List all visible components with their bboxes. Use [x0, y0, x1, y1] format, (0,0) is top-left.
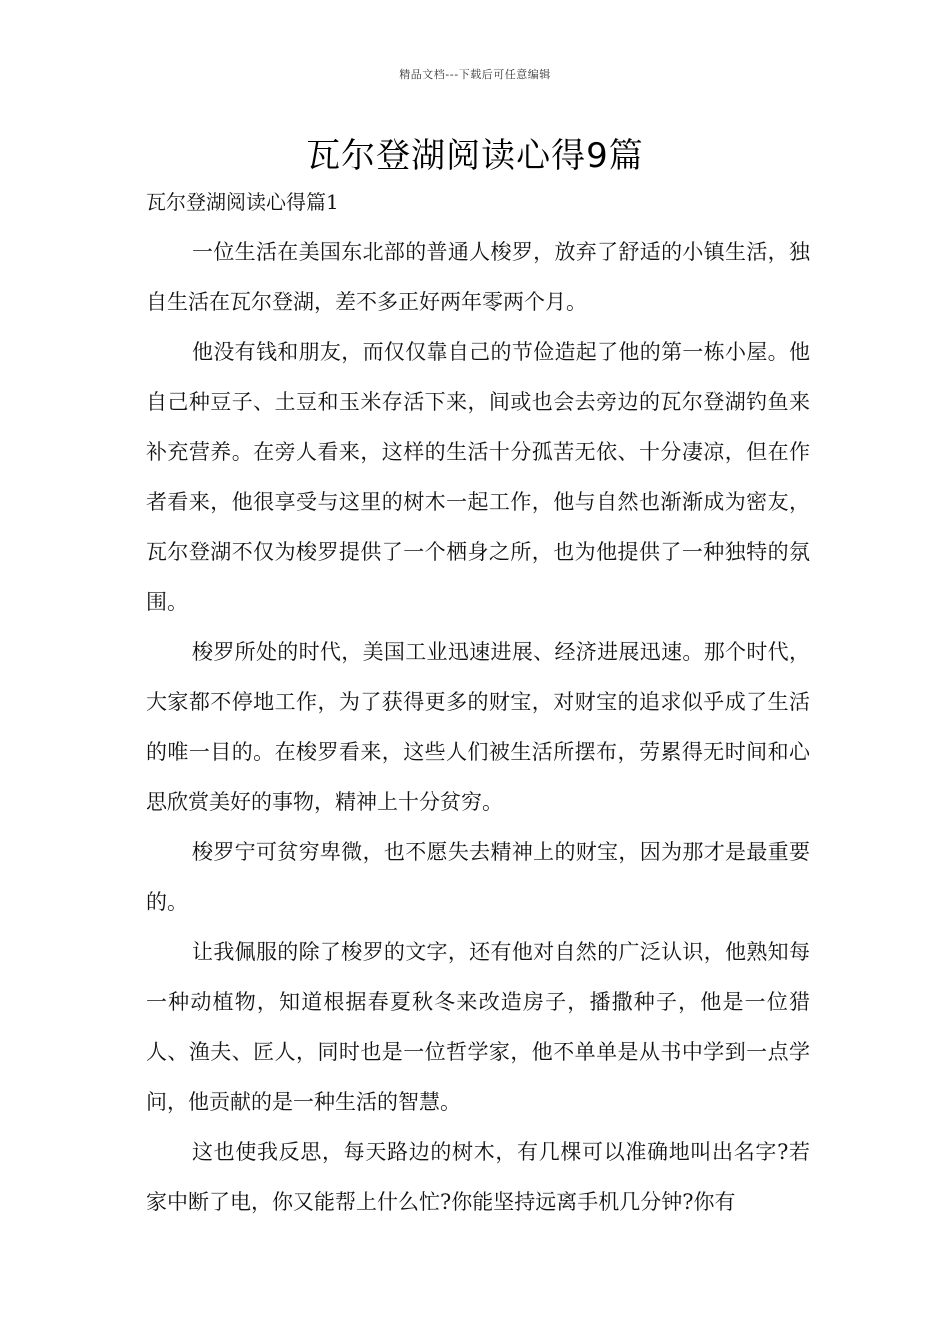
section-heading: 瓦尔登湖阅读心得篇1: [146, 190, 339, 214]
paragraph: 梭罗所处的时代，美国工业迅速进展、经济进展迅速。那个时代，大家都不停地工作，为了获得更多的财宝，对财宝的追求似乎成了生活的唯一目的。在梭罗看来，这些人们被生活所摆布，劳累得无时间和心思欣赏美好的事物，精神上十分贫穷。: [146, 640, 810, 814]
paragraph: 这也使我反思，每天路边的树木，有几棵可以准确地叫出名字?若家中断了电，你又能帮上什么忙?你能坚持远离手机几分钟?你有: [146, 1140, 810, 1214]
paragraph: 一位生活在美国东北部的普通人梭罗，放弃了舒适的小镇生活，独自生活在瓦尔登湖，差不多正好两年零两个月。: [146, 240, 810, 314]
paragraph: 梭罗宁可贫穷卑微，也不愿失去精神上的财宝，因为那才是最重要的。: [146, 840, 810, 914]
header-note: 精品文档---下载后可任意编辑: [399, 68, 551, 81]
paragraph: 让我佩服的除了梭罗的文字，还有他对自然的广泛认识，他熟知每一种动植物，知道根据春夏秋冬来改造房子，播撒种子，他是一位猎人、渔夫、匠人，同时也是一位哲学家，他不单单是从书中学到一点学问，他贡献的是一种生活的智慧。: [146, 940, 810, 1114]
document-title: 瓦尔登湖阅读心得9篇: [306, 136, 644, 176]
paragraph: 他没有钱和朋友，而仅仅靠自己的节俭造起了他的第一栋小屋。他自己种豆子、土豆和玉米存活下来，间或也会去旁边的瓦尔登湖钓鱼来补充营养。在旁人看来，这样的生活十分孤苦无依、十分凄凉，但在作者看来，他很享受与这里的树木一起工作，他与自然也渐渐成为密友，瓦尔登湖不仅为梭罗提供了一个栖身之所，也为他提供了一种独特的氛围。: [146, 340, 810, 614]
body-text: [146, 227, 810, 1227]
